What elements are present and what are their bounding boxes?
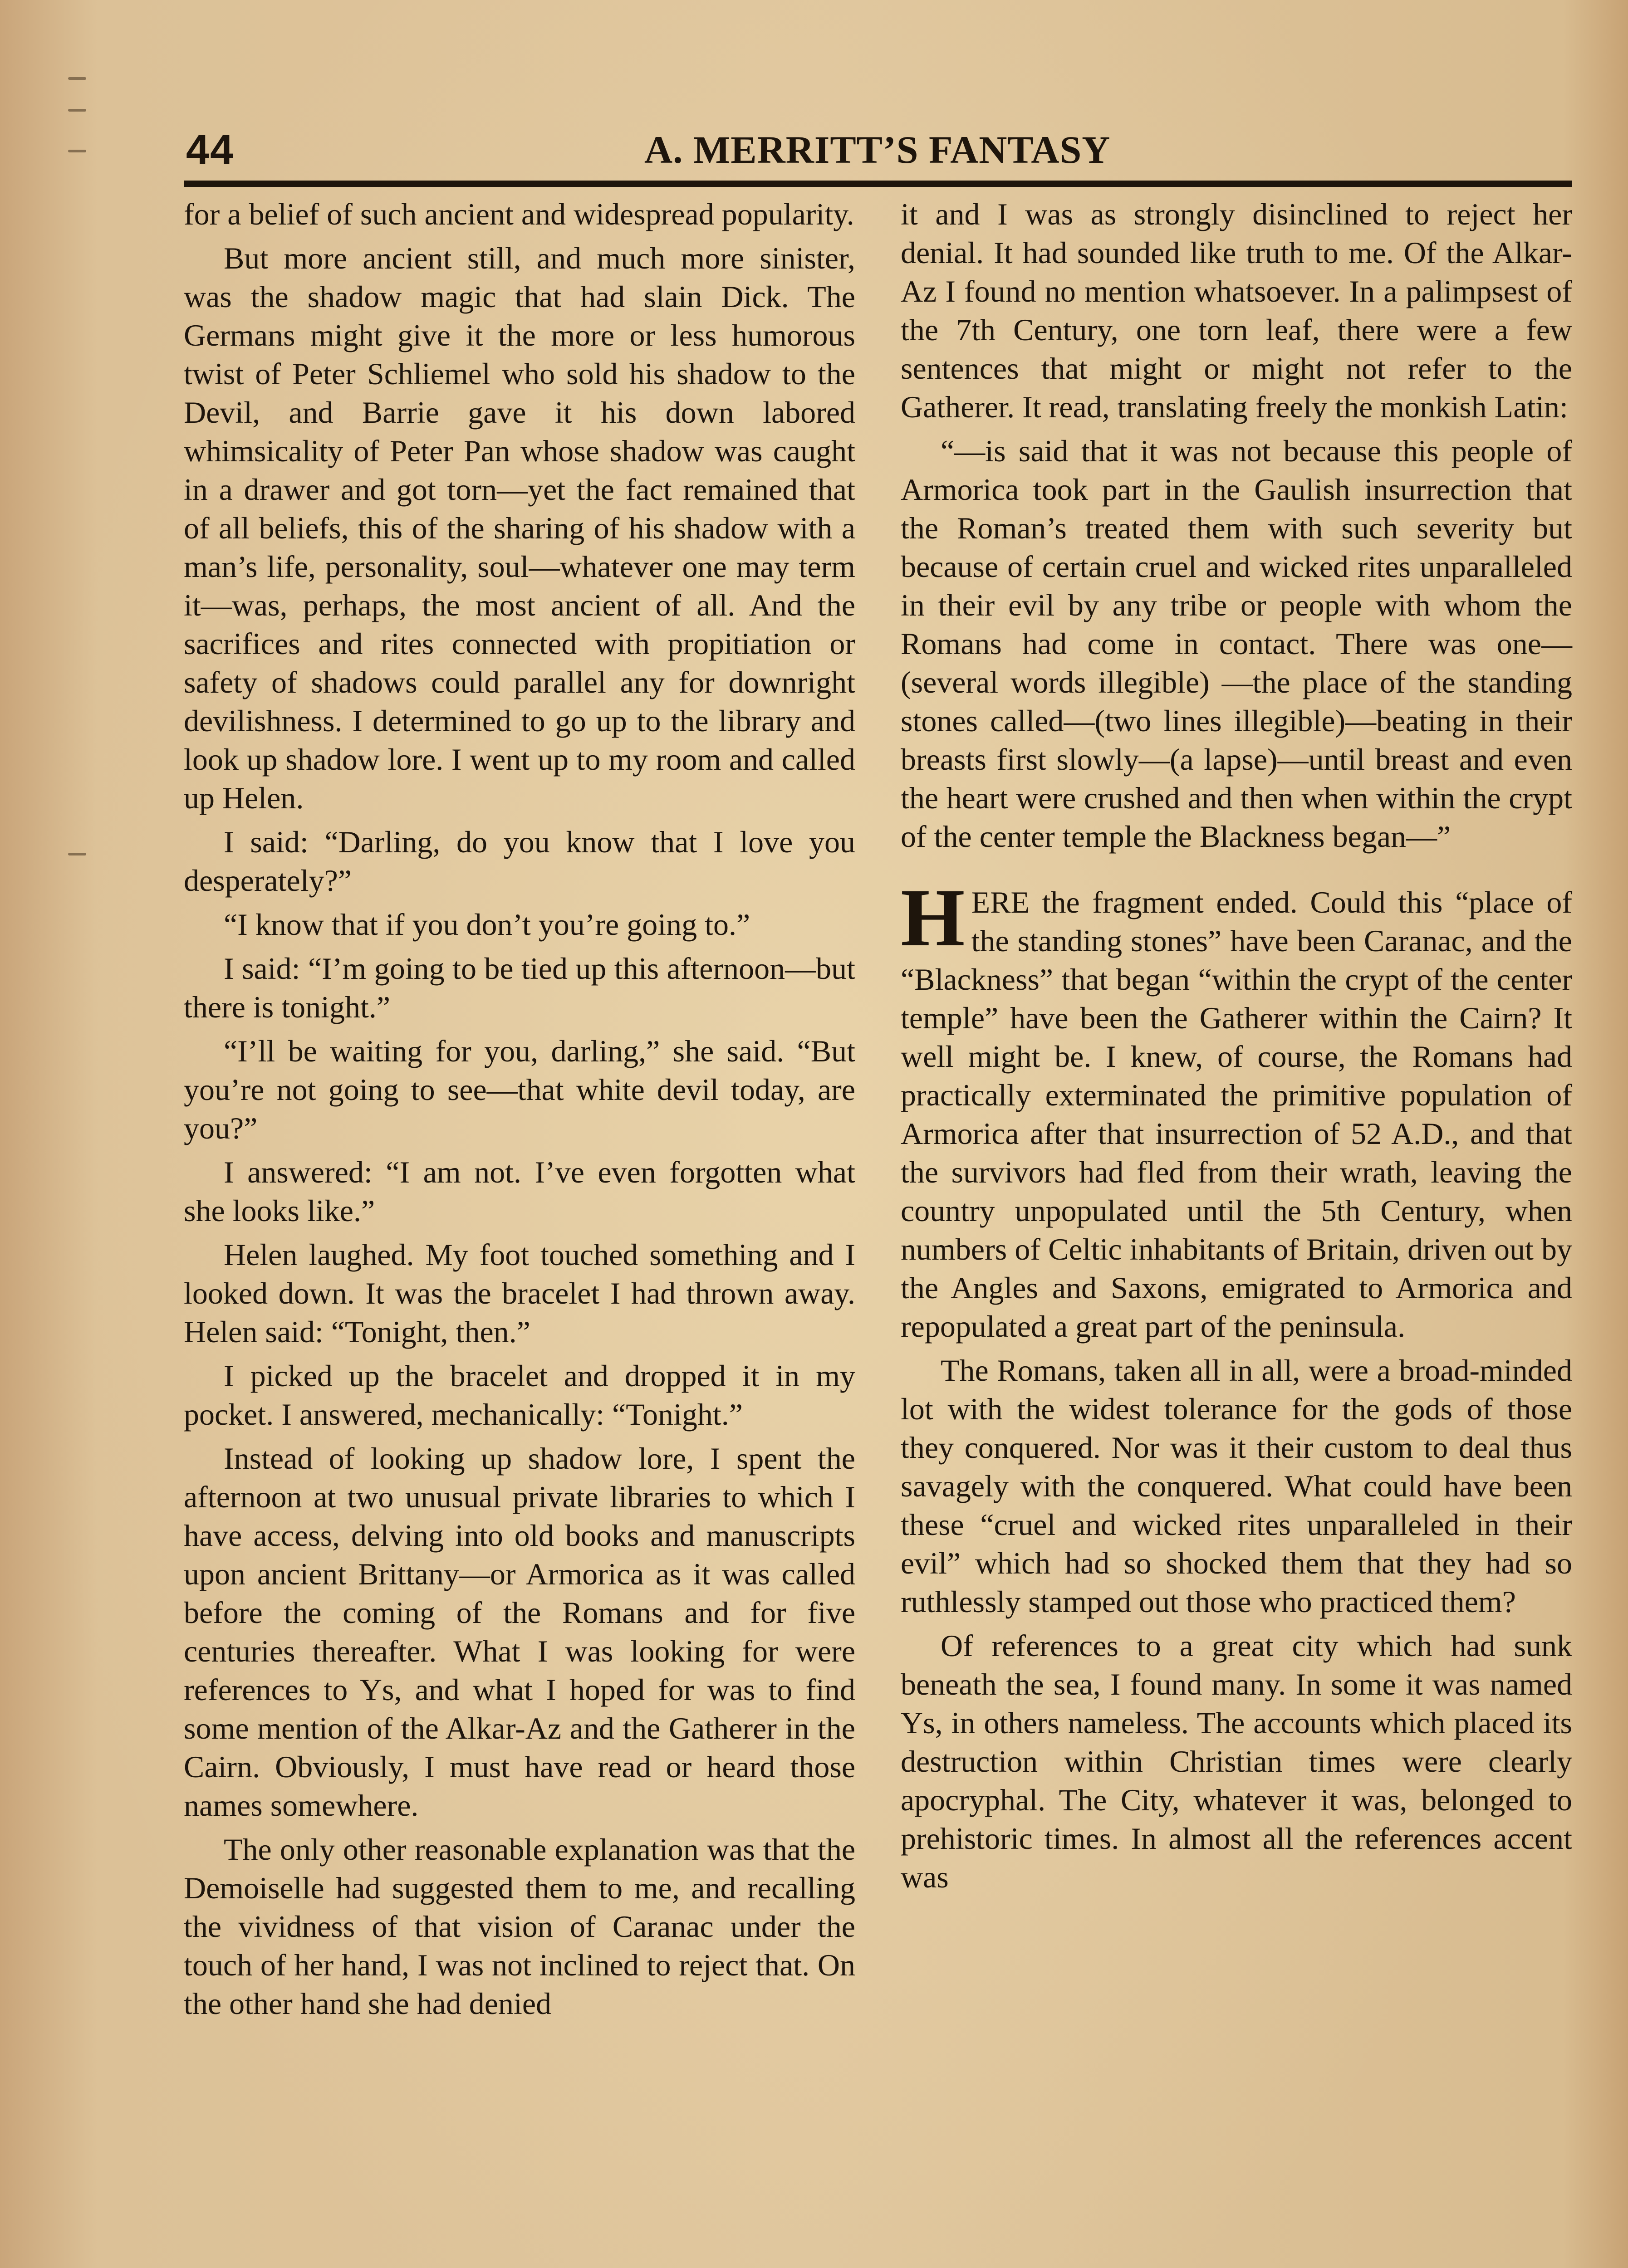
margin-mark bbox=[68, 109, 86, 112]
section-opening-paragraph bbox=[901, 872, 1572, 1346]
paragraph: “I’ll be waiting for you, darling,” she said. “But you’re not going to see—that white devil today, are you?” bbox=[184, 1034, 855, 1145]
paragraph: The Romans, taken all in all, were a broad-minded lot with the widest tolerance for the gods of those they conquered. Nor was it their custom to deal thus savagely with the conquered. What could have been these “cruel and wicked rites unparalleled in their evil” which had so shocked them that they had so ruthlessly stamped out those who practiced them? bbox=[901, 1353, 1572, 1619]
paragraph: it and I was as strongly disinclined to reject her denial. It had sounded like truth to me. Of the Alkar-Az I found no mention whatsoever. In a palimpsest of the 7th Century, one torn leaf, there were a few sentences that might or might not refer to the Gatherer. It read, translating freely the monkish Latin: bbox=[901, 197, 1572, 424]
drop-cap: H bbox=[901, 872, 965, 963]
right-column bbox=[901, 195, 1572, 1902]
running-title: A. MERRITT’S FANTASY bbox=[644, 128, 1111, 171]
paragraph: Helen laughed. My foot touched something and I looked down. It was the bracelet I had thrown away. Helen said: “Tonight, then.” bbox=[184, 1237, 855, 1349]
paragraph: I said: “Darling, do you know that I love you desperately?” bbox=[184, 825, 855, 898]
margin-mark bbox=[68, 150, 86, 152]
paragraph: “I know that if you don’t you’re going to.” bbox=[224, 907, 750, 942]
paragraph: I answered: “I am not. I’ve even forgotten what she looks like.” bbox=[184, 1155, 855, 1228]
page-number: 44 bbox=[186, 127, 235, 173]
paragraph: “—is said that it was not because this people of Armorica took part in the Gaulish insurrection that the Roman’s treated them with such severity but because of certain cruel and wicked rites unparalleled in their evil by any tribe or people with whom the Romans had come in contact. There was one—(several words illegible) —the place of the standing stones called—(two lines illegible)—beating in their breasts first slowly—(a lapse)—until breast and even the heart were crushed and then when within the crypt of the center temple the Blackness began—” bbox=[901, 434, 1572, 854]
paragraph: I said: “I’m going to be tied up this afternoon—but there is tonight.” bbox=[184, 951, 855, 1024]
paragraph: The only other reasonable explanation was that the Demoiselle had suggested them to me, and recalling the vividness of that vision of Caranac under the touch of her hand, I was not inclined to reject that. On the other hand she had denied bbox=[184, 1832, 855, 2021]
header-rule bbox=[184, 181, 1572, 187]
margin-mark bbox=[68, 77, 86, 80]
paragraph: Instead of looking up shadow lore, I spent the afternoon at two unusual private libraries to which I have access, delving into old books and manuscripts upon ancient Brittany—or Armorica as it was called before the coming of the Romans and for five centuries thereafter. What I was looking for were references to Ys, and what I hoped for was to find some mention of the Alkar-Az and the Gatherer in the Cairn. Obviously, I must have read or heard those names somewhere. bbox=[184, 1441, 855, 1823]
margin-mark bbox=[68, 853, 86, 855]
paragraph: Of references to a great city which had sunk beneath the sea, I found many. In some it was named Ys, in others nameless. The accounts which placed its destruction within Christian times were clearly apocryphal. The City, whatever it was, belonged to prehistoric times. In almost all the references accent was bbox=[901, 1628, 1572, 1894]
paragraph: But more ancient still, and much more sinister, was the shadow magic that had slain Dick. The Germans might give it the more or less humorous twist of Peter Schliemel who sold his shadow to the Devil, and Barrie gave it his down labored whimsicality of Peter Pan whose shadow was caught in a drawer and got torn—yet the fact remained that of all beliefs, this of the sharing of his shadow with a man’s life, personality, soul—whatever one may term it—was, perhaps, the most ancient of all. And the sacrifices and rites connected with propitiation or safety of shadows could parallel any for downright devilishness. I determined to go up to the library and look up shadow lore. I went up to my room and called up Helen. bbox=[184, 241, 855, 815]
section-text: ERE the fragment ended. Could this “place of the standing stones” have been Caranac, and the “Blackness” that began “within the crypt of the center temple” have been the Gatherer within the Cairn? It well might be. I knew, of course, the Romans had practically exterminated the primitive population of Armorica after that insurrection of 52 A.D., and that the survivors had fled from their wrath, leaving the country unpopulated until the 5th Century, when numbers of Celtic inhabitants of Britain, driven out by the Angles and Saxons, emigrated to Armorica and repopulated a great part of the peninsula. bbox=[901, 885, 1572, 1344]
paragraph: I picked up the bracelet and dropped it in my pocket. I answered, mechanically: “Tonight.” bbox=[184, 1359, 855, 1432]
paragraph: for a belief of such ancient and widespread popularity. bbox=[184, 197, 854, 231]
left-column bbox=[184, 195, 855, 2028]
